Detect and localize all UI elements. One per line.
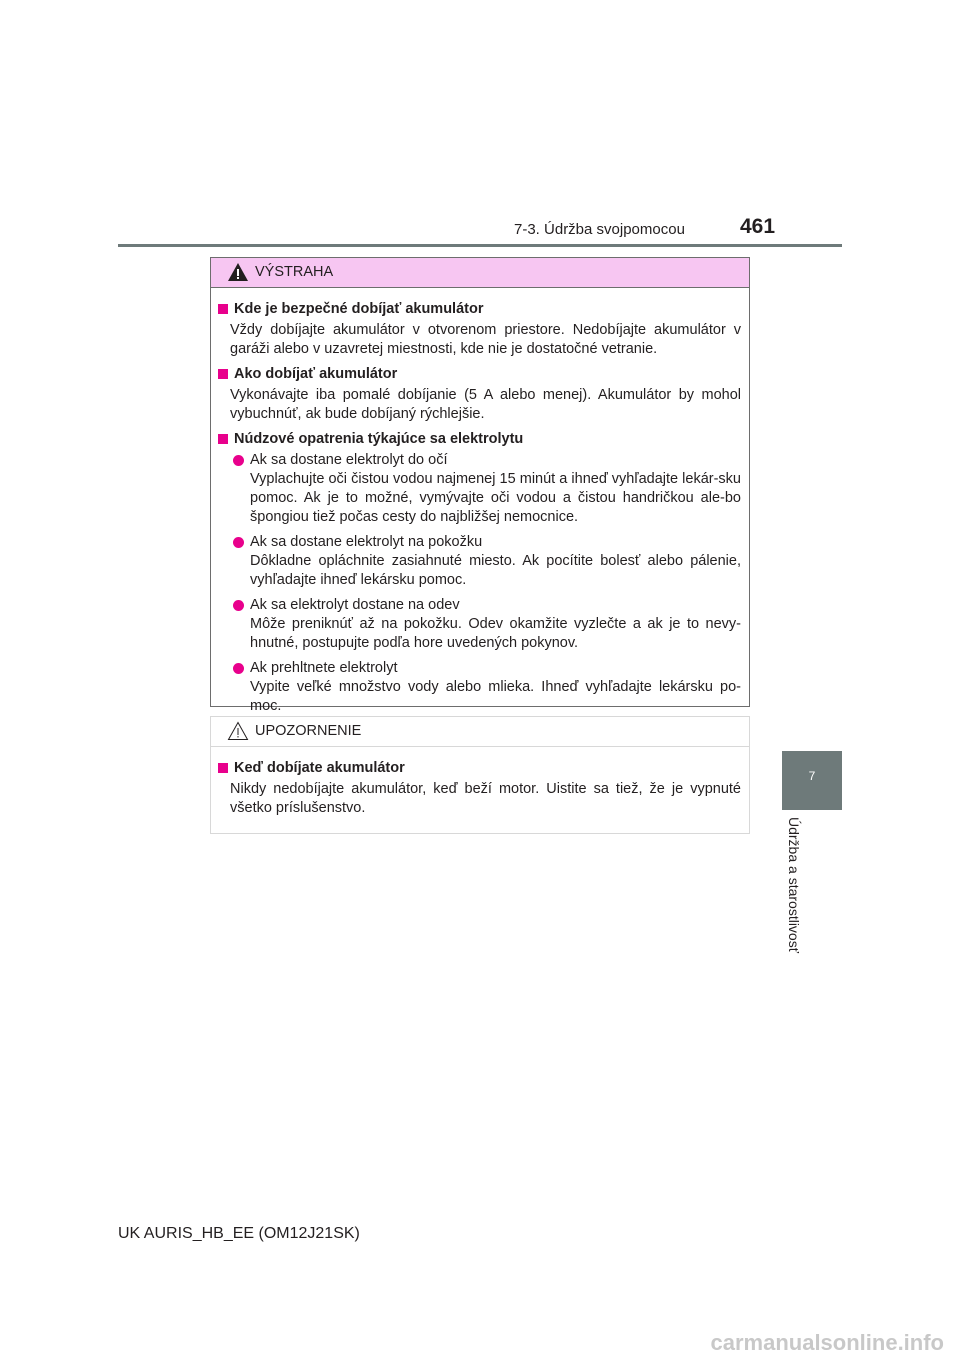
warning-subitem (218, 451, 741, 527)
warning-subitem (218, 533, 741, 590)
round-bullet-icon (233, 600, 244, 611)
warning-item-title: Kde je bezpečné dobíjať akumulátor (218, 300, 741, 319)
caution-header (211, 717, 749, 747)
chapter-number: 7 (808, 769, 816, 783)
square-bullet-icon (218, 434, 228, 444)
subitem-title: Ak sa elektrolyt dostane na odev (250, 597, 460, 613)
caution-title: UPOZORNENIE (255, 723, 362, 739)
warning-item-title: Núdzové opatrenia týkajúce sa elektrolytu (218, 430, 741, 449)
header-divider (118, 244, 842, 247)
subitem-text: Vyplachujte oči čistou vodou najmenej 15 minút a ihneď vyhľadajte lekár-sku pomoc. Ak je to možné, vymývajte oči vodou a čistou handričkou ale-bo špongiou tiež počas cesty do najbližšej nemocnice. (250, 471, 741, 525)
warning-subitem (218, 596, 741, 653)
warning-subitem (218, 659, 741, 716)
caution-triangle-icon (227, 721, 249, 741)
caution-item-text: Nikdy nedobíjajte akumulátor, keď beží motor. Uistite sa tiež, že je vypnuté všetko príslušenstvo. (230, 781, 741, 816)
caution-item-title: Keď dobíjate akumulátor (218, 759, 741, 778)
subitem-title: Ak sa dostane elektrolyt na pokožku (250, 534, 483, 550)
caution-content (211, 747, 749, 818)
subitem-title: Ak prehltnete elektrolyt (250, 660, 398, 676)
round-bullet-icon (233, 537, 244, 548)
subitem-text: Dôkladne opláchnite zasiahnuté miesto. Ak pocítite bolesť alebo pálenie, vyhľadajte ihneď lekársku pomoc. (250, 553, 741, 588)
warning-triangle-icon (227, 262, 249, 282)
round-bullet-icon (233, 455, 244, 466)
warning-box (210, 257, 750, 714)
square-bullet-icon (218, 763, 228, 773)
subitem-text: Vypite veľké množstvo vody alebo mlieka. Ihneď vyhľadajte lekársku po-moc. (250, 679, 741, 714)
section-title: 7-3. Údržba svojpomocou (514, 221, 685, 238)
square-bullet-icon (218, 304, 228, 314)
warning-item-title: Ako dobíjať akumulátor (218, 365, 741, 384)
warning-content (211, 288, 749, 716)
subitem-title: Ak sa dostane elektrolyt do očí (250, 452, 448, 468)
page-number: 461 (740, 215, 776, 238)
square-bullet-icon (218, 369, 228, 379)
caution-box (210, 716, 750, 834)
chapter-label: Údržba a starostlivosť (786, 817, 802, 953)
watermark: carmanualsonline.info (710, 1330, 944, 1355)
warning-item-text: Vždy dobíjajte akumulátor v otvorenom priestore. Nedobíjajte akumulátor v garáži alebo v uzavretej miestnosti, kde nie je dostatočné vetranie. (230, 322, 741, 357)
warning-item-text: Vykonávajte iba pomalé dobíjanie (5 A alebo menej). Akumulátor by mohol vybuchnúť, ak bude dobíjaný rýchlejšie. (230, 387, 741, 422)
model-code: UK AURIS_HB_EE (OM12J21SK) (118, 1225, 360, 1242)
subitem-text: Môže preniknúť až na pokožku. Odev okamžite vyzlečte a ak je to nevy-hnutné, postupujte podľa hore uvedených pokynov. (250, 616, 741, 651)
warning-title: VÝSTRAHA (255, 264, 334, 280)
chapter-tab (782, 751, 842, 810)
round-bullet-icon (233, 663, 244, 674)
warning-header (211, 258, 749, 288)
